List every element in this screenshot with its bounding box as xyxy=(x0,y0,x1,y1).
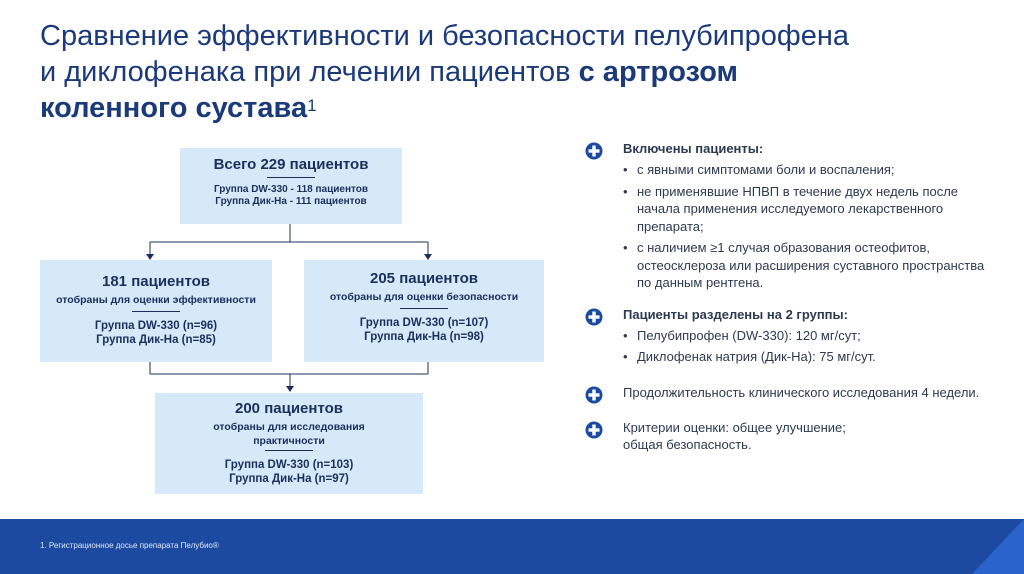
section-criteria xyxy=(585,419,985,453)
box-practicality-subtitle2: практичности xyxy=(253,435,325,447)
box-safety-title: 205 пациентов xyxy=(370,270,478,287)
list-item: • с наличием ≥1 случая образования остеофитов, остеосклероза или расширения суставного пространства по данным рентгена. xyxy=(623,239,985,292)
medical-cross-icon xyxy=(585,386,603,404)
medical-cross-icon xyxy=(585,308,603,326)
section-duration xyxy=(585,384,985,401)
title-line-3-bold: коленного сустава xyxy=(40,92,308,124)
footer-corner-decoration xyxy=(954,519,1024,574)
box-efficacy-subtitle: отобраны для оценки эффективности xyxy=(56,294,256,306)
inclusion-list xyxy=(623,161,985,292)
box-efficacy-line2: Группа Дик-На (n=85) xyxy=(96,334,216,346)
box-safety-line2: Группа Дик-На (n=98) xyxy=(364,331,484,343)
box-practicality-line2: Группа Дик-На (n=97) xyxy=(229,473,349,485)
list-item: • Пелубипрофен (DW-330): 120 мг/сут; xyxy=(623,327,985,345)
arrow-bottom-icon xyxy=(286,386,294,392)
list-item: • с явными симптомами боли и воспаления; xyxy=(623,161,985,179)
title-line-2-bold: с артрозом xyxy=(578,56,738,88)
box-safety xyxy=(304,260,544,362)
title-line-1: Сравнение эффективности и безопасности пелубипрофена xyxy=(40,20,850,52)
groups-list xyxy=(623,327,985,366)
section-inclusion-head: Включены пациенты: xyxy=(623,141,764,156)
divider xyxy=(267,177,315,178)
study-info xyxy=(585,140,985,453)
divider xyxy=(132,311,180,312)
box-total-title: Всего 229 пациентов xyxy=(213,156,369,173)
section-groups-head: Пациенты разделены на 2 группы: xyxy=(623,306,848,322)
box-total-patients xyxy=(180,148,402,224)
box-total-line1: Группа DW-330 - 118 пациентов xyxy=(213,184,369,195)
section-duration-text: Продолжительность клинического исследования 4 недели. xyxy=(623,384,980,400)
box-safety-subtitle: отобраны для оценки безопасности xyxy=(329,291,519,303)
box-safety-line1: Группа DW-330 (n=107) xyxy=(359,317,489,329)
footer-bar xyxy=(0,519,1024,574)
title-line-2-plain: и диклофенака при лечении пациентов xyxy=(40,56,579,88)
section-inclusion xyxy=(585,140,985,292)
box-total-line2: Группа Дик-На - 111 пациентов xyxy=(215,196,367,207)
medical-cross-icon xyxy=(585,142,603,160)
section-criteria-line1: Критерии оценки: общее улучшение; xyxy=(623,419,846,435)
list-item: • не применявшие НПВП в течение двух недель после начала применения исследуемого лекарственного препарата; xyxy=(623,183,985,236)
box-practicality-subtitle1: отобраны для исследования xyxy=(213,421,365,433)
divider xyxy=(265,450,313,451)
section-criteria-line2: общая безопасность. xyxy=(623,436,752,452)
box-practicality-line1: Группа DW-330 (n=103) xyxy=(224,459,354,471)
box-efficacy-line1: Группа DW-330 (n=96) xyxy=(94,320,218,332)
footnote: 1. Регистрационное досье препарата Пелубио® xyxy=(40,541,219,550)
medical-cross-icon xyxy=(585,421,603,439)
box-practicality xyxy=(155,393,423,494)
list-item: • Диклофенак натрия (Дик-На): 75 мг/сут. xyxy=(623,348,985,366)
title-footnote-ref: 1 xyxy=(307,96,317,115)
box-efficacy-title: 181 пациентов xyxy=(102,273,210,290)
box-efficacy xyxy=(40,260,272,362)
section-groups xyxy=(585,306,985,366)
divider xyxy=(400,308,448,309)
box-practicality-title: 200 пациентов xyxy=(235,400,343,417)
